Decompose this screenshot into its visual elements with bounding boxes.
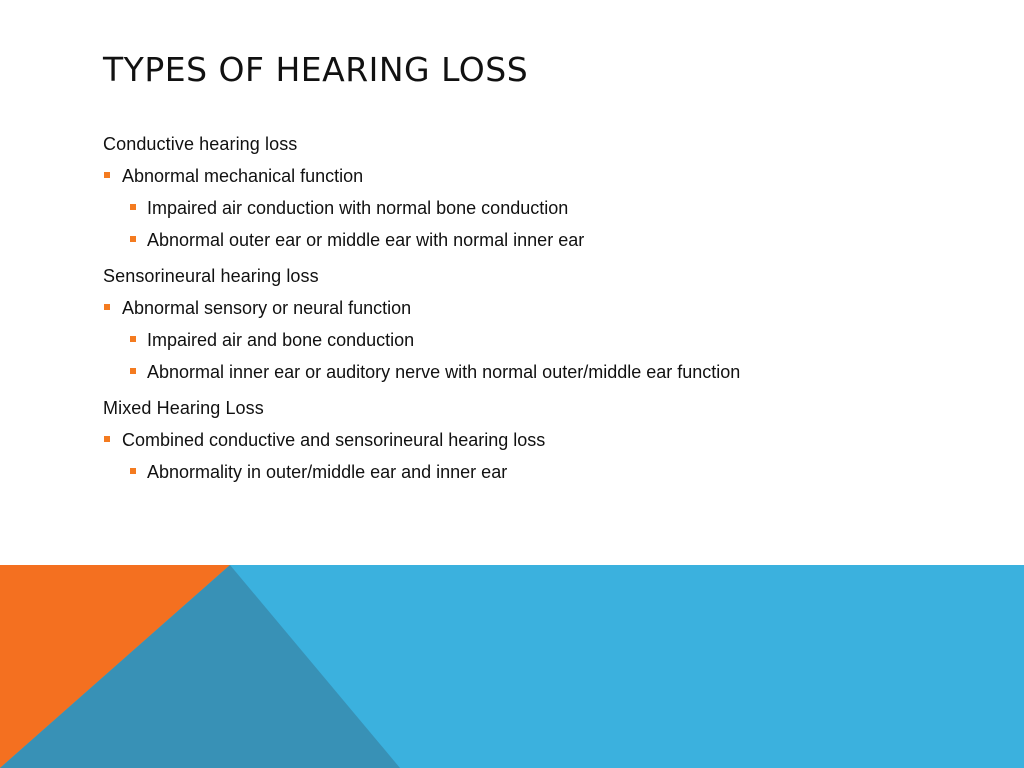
decorative-footer-band <box>0 565 1024 768</box>
square-bullet-icon <box>104 436 110 442</box>
bullet-item <box>103 160 983 192</box>
bullet-text: Combined conductive and sensorineural hearing loss <box>122 430 546 450</box>
subbullet-text: Abnormal outer ear or middle ear with normal inner ear <box>147 230 585 250</box>
subbullet-text: Abnormal inner ear or auditory nerve with normal outer/middle ear function <box>147 362 741 382</box>
slide-title: TYPES OF HEARING LOSS <box>103 50 529 89</box>
subbullet-text: Abnormality in outer/middle ear and inner ear <box>147 462 508 482</box>
section-heading: Mixed Hearing Loss <box>103 398 264 418</box>
square-bullet-icon <box>130 368 136 374</box>
section-heading: Sensorineural hearing loss <box>103 266 319 286</box>
section-heading: Conductive hearing loss <box>103 134 298 154</box>
subbullet-item <box>103 456 983 488</box>
slide-content <box>103 128 983 492</box>
square-bullet-icon <box>130 204 136 210</box>
subbullet-text: Impaired air conduction with normal bone conduction <box>147 198 569 218</box>
bullet-item <box>103 424 983 456</box>
subbullet-item <box>103 324 983 356</box>
subbullet-item <box>103 192 983 224</box>
square-bullet-icon <box>104 172 110 178</box>
section-mixed <box>103 392 983 488</box>
square-bullet-icon <box>130 468 136 474</box>
subbullet-item <box>103 356 983 388</box>
bullet-text: Abnormal mechanical function <box>122 166 364 186</box>
bullet-item <box>103 292 983 324</box>
subbullet-text: Impaired air and bone conduction <box>147 330 415 350</box>
square-bullet-icon <box>130 336 136 342</box>
bullet-text: Abnormal sensory or neural function <box>122 298 412 318</box>
subbullet-item <box>103 224 983 256</box>
section-conductive <box>103 128 983 256</box>
square-bullet-icon <box>130 236 136 242</box>
section-sensorineural <box>103 260 983 388</box>
square-bullet-icon <box>104 304 110 310</box>
